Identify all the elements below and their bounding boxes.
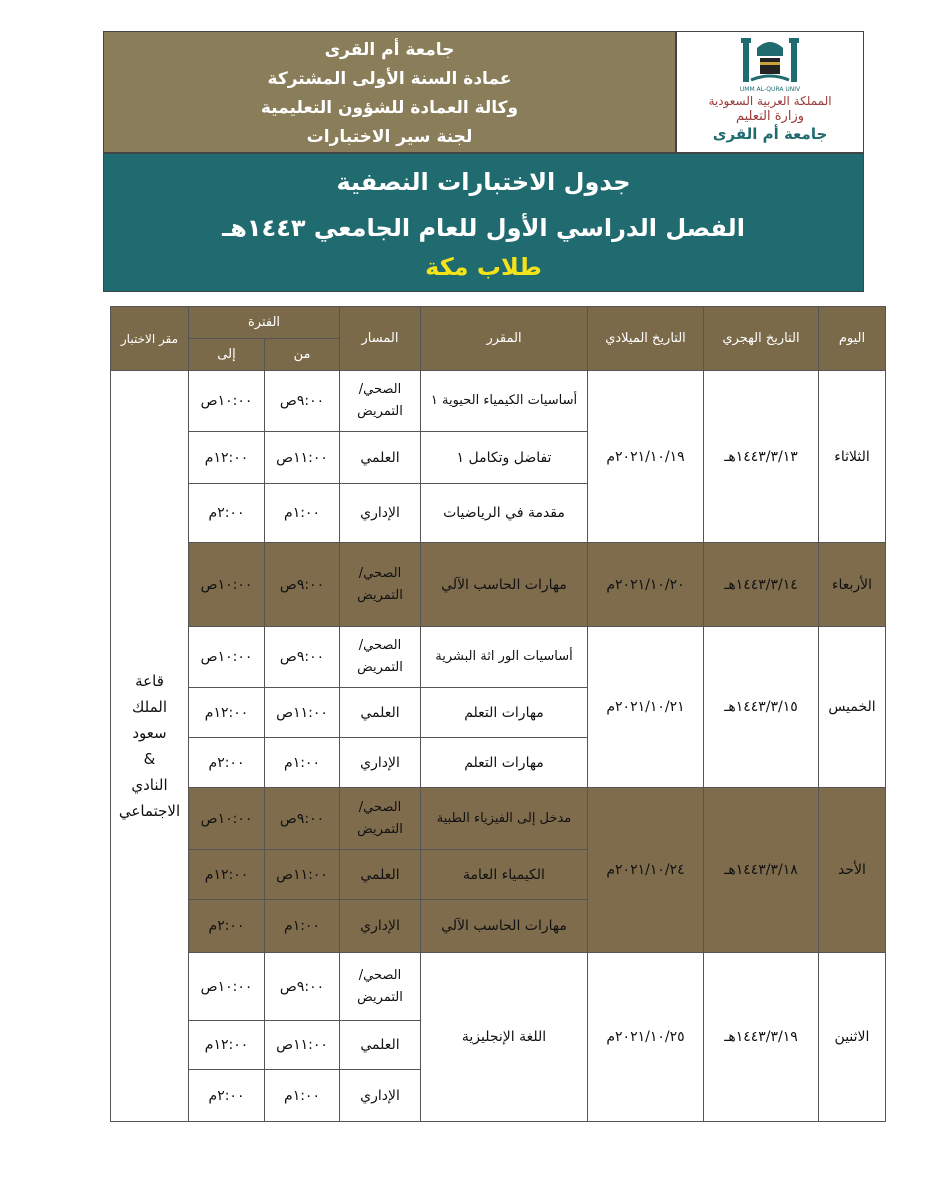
hijri-date-cell: ١٤٤٣/٣/١٤هـ <box>704 543 819 627</box>
header-hijri-date: التاريخ الهجري <box>704 307 819 371</box>
logo-line-ministry: وزارة التعليم <box>735 109 805 124</box>
time-from-cell: ١١:٠٠ص <box>265 1021 340 1070</box>
time-from-cell: ١:٠٠م <box>265 900 340 953</box>
course-cell: أساسيات الكيمياء الحيوية ١ <box>421 371 588 432</box>
emblem-caption: UMM AL-QURA UNIV <box>739 86 801 93</box>
track-cell: الإداري <box>340 484 421 543</box>
institution-header <box>103 31 676 153</box>
day-cell: الخميس <box>819 627 886 788</box>
course-cell: اللغة الإنجليزية <box>421 953 588 1122</box>
header-line-committee: لجنة سير الاختبارات <box>306 127 473 147</box>
university-logo <box>676 31 864 153</box>
gregorian-date-cell: ٢٠٢١/١٠/٢٤م <box>588 788 704 953</box>
venue-line: النادي <box>131 776 168 794</box>
gregorian-date-cell: ٢٠٢١/١٠/٢١م <box>588 627 704 788</box>
time-to-cell: ١٢:٠٠م <box>189 432 265 484</box>
time-from-cell: ٩:٠٠ص <box>265 953 340 1021</box>
header-from: من <box>265 339 340 371</box>
header-course: المقرر <box>421 307 588 371</box>
track-cell: العلمي <box>340 688 421 738</box>
header-venue: مقر الاختبار <box>111 307 189 371</box>
time-to-cell: ٢:٠٠م <box>189 1070 265 1122</box>
day-cell: الثلاثاء <box>819 371 886 543</box>
hijri-date-cell: ١٤٤٣/٣/١٩هـ <box>704 953 819 1122</box>
hijri-date-cell: ١٤٤٣/٣/١٨هـ <box>704 788 819 953</box>
exam-schedule <box>110 306 885 1124</box>
header-track: المسار <box>340 307 421 371</box>
logo-line-university: جامعة أم القرى <box>712 125 828 143</box>
header-line-agency: وكالة العمادة للشؤون التعليمية <box>260 98 519 118</box>
logo-line-kingdom: المملكة العربية السعودية <box>708 94 832 108</box>
header-gregorian-date: التاريخ الميلادي <box>588 307 704 371</box>
student-group: طلاب مكة <box>425 253 542 281</box>
course-cell: مهارات التعلم <box>421 738 588 788</box>
header-period: الفترة <box>189 307 340 339</box>
hijri-date-cell: ١٤٤٣/٣/١٥هـ <box>704 627 819 788</box>
time-from-cell: ١١:٠٠ص <box>265 688 340 738</box>
track-cell: الصحي/ التمريض <box>340 543 421 627</box>
venue-line: الملك <box>131 698 168 716</box>
track-cell: الصحي/ التمريض <box>340 371 421 432</box>
day-cell: الأحد <box>819 788 886 953</box>
time-from-cell: ٩:٠٠ص <box>265 543 340 627</box>
course-cell: مهارات التعلم <box>421 688 588 738</box>
time-from-cell: ١١:٠٠ص <box>265 432 340 484</box>
track-cell: الصحي/ التمريض <box>340 788 421 850</box>
page-subtitle: الفصل الدراسي الأول للعام الجامعي ١٤٤٣هـ <box>222 214 745 242</box>
time-to-cell: ١٢:٠٠م <box>189 850 265 900</box>
time-from-cell: ٩:٠٠ص <box>265 371 340 432</box>
header-line-deanship: عمادة السنة الأولى المشتركة <box>267 69 512 89</box>
time-from-cell: ١:٠٠م <box>265 484 340 543</box>
track-cell: الصحي/ التمريض <box>340 627 421 688</box>
course-cell: تفاضل وتكامل ١ <box>421 432 588 484</box>
day-cell: الاثنين <box>819 953 886 1122</box>
time-to-cell: ١٠:٠٠ص <box>189 543 265 627</box>
time-from-cell: ١:٠٠م <box>265 1070 340 1122</box>
track-cell: الإداري <box>340 1070 421 1122</box>
time-from-cell: ٩:٠٠ص <box>265 788 340 850</box>
course-cell: الكيمياء العامة <box>421 850 588 900</box>
venue-cell <box>111 371 189 1122</box>
time-to-cell: ١٠:٠٠ص <box>189 371 265 432</box>
course-cell: أساسيات الور اثة البشرية <box>421 627 588 688</box>
venue-line: & <box>143 750 156 768</box>
track-cell: الإداري <box>340 900 421 953</box>
page-title: جدول الاختبارات النصفية <box>336 168 631 196</box>
track-cell: العلمي <box>340 432 421 484</box>
venue-line: الاجتماعي <box>118 802 181 820</box>
gregorian-date-cell: ٢٠٢١/١٠/١٩م <box>588 371 704 543</box>
header-line-university: جامعة أم القرى <box>324 40 455 60</box>
track-cell: العلمي <box>340 1021 421 1070</box>
venue-line: قاعة <box>135 672 164 690</box>
header-day: اليوم <box>819 307 886 371</box>
time-to-cell: ٢:٠٠م <box>189 738 265 788</box>
day-cell: الأربعاء <box>819 543 886 627</box>
course-cell: مقدمة في الرياضيات <box>421 484 588 543</box>
track-cell: الصحي/ التمريض <box>340 953 421 1021</box>
course-cell: مدخل إلى الفيزياء الطبية <box>421 788 588 850</box>
time-to-cell: ١٠:٠٠ص <box>189 953 265 1021</box>
venue-line: سعود <box>132 724 167 742</box>
track-cell: الإداري <box>340 738 421 788</box>
hijri-date-cell: ١٤٤٣/٣/١٣هـ <box>704 371 819 543</box>
gregorian-date-cell: ٢٠٢١/١٠/٢٠م <box>588 543 704 627</box>
time-to-cell: ٢:٠٠م <box>189 900 265 953</box>
time-to-cell: ١٠:٠٠ص <box>189 788 265 850</box>
time-to-cell: ١٠:٠٠ص <box>189 627 265 688</box>
course-cell: مهارات الحاسب الآلي <box>421 900 588 953</box>
gregorian-date-cell: ٢٠٢١/١٠/٢٥م <box>588 953 704 1122</box>
course-cell: مهارات الحاسب الآلي <box>421 543 588 627</box>
title-banner <box>103 153 864 292</box>
university-emblem-icon <box>735 36 805 94</box>
time-to-cell: ١٢:٠٠م <box>189 688 265 738</box>
track-cell: العلمي <box>340 850 421 900</box>
time-to-cell: ١٢:٠٠م <box>189 1021 265 1070</box>
schedule-table <box>110 306 886 1122</box>
header-to: إلى <box>189 339 265 371</box>
time-from-cell: ١:٠٠م <box>265 738 340 788</box>
time-to-cell: ٢:٠٠م <box>189 484 265 543</box>
time-from-cell: ١١:٠٠ص <box>265 850 340 900</box>
time-from-cell: ٩:٠٠ص <box>265 627 340 688</box>
